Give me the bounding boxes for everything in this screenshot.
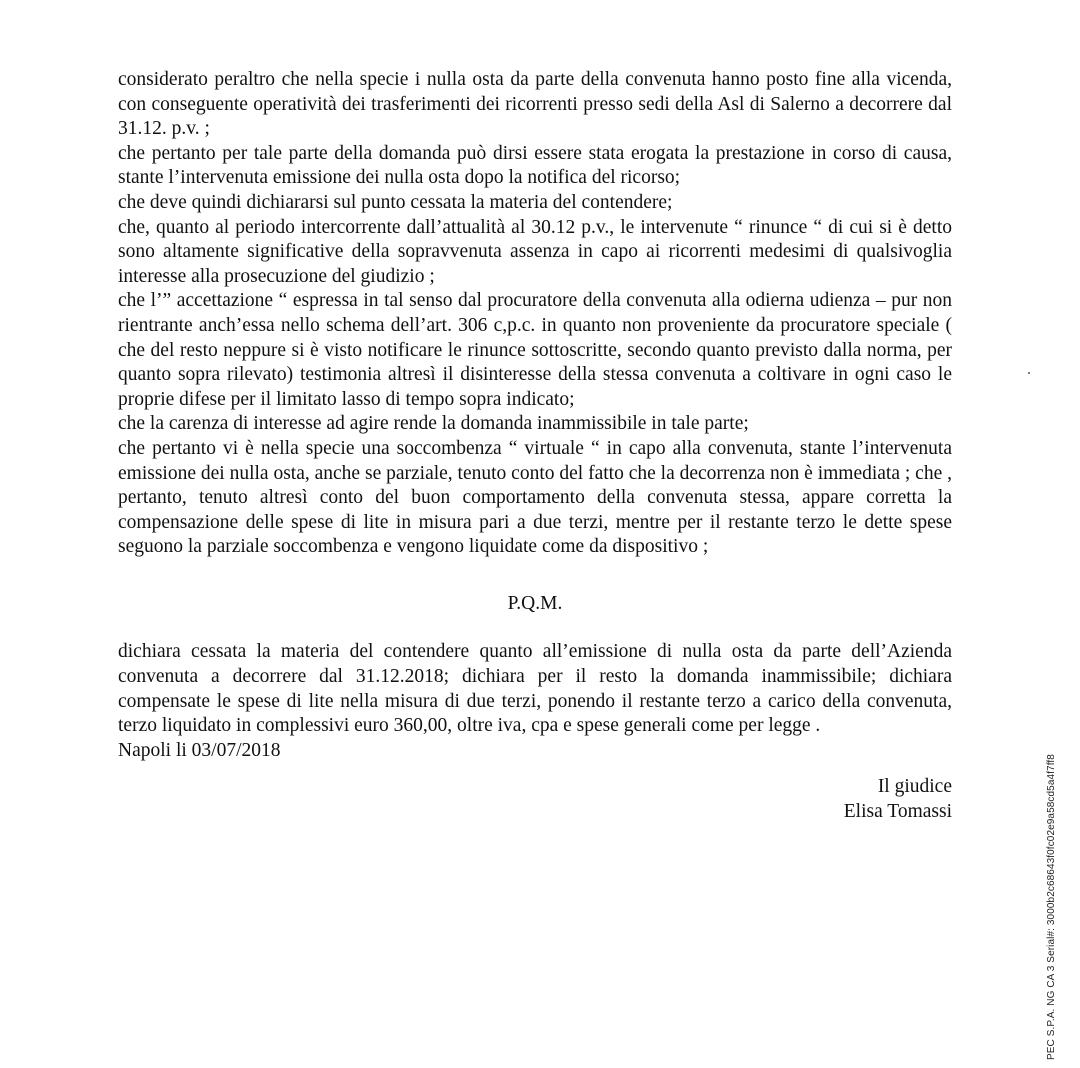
signature-name: Elisa Tomassi: [843, 801, 952, 823]
paragraph-cessata-materia: che deve quindi dichiararsi sul punto cessata la materia del contendere;: [118, 191, 673, 213]
pqm-heading: P.Q.M.: [507, 592, 563, 614]
document-body: [118, 68, 952, 560]
dispositivo-paragraph: dichiara cessata la materia del contendere quanto all’emissione di nulla osta da parte dell’Azienda convenuta a decorrere dal 31.12.2018; dichiara per il resto la domanda inammissibile; dichiara compensate le spese di lite nella misura di due terzi, ponendo il restante terzo a carico della convenuta, terzo liquidato in complessivi euro 360,00, oltre iva, cpa e spese generali come per legge .: [118, 641, 952, 737]
paragraph-carenza-interesse: che la carenza di interesse ad agire rende la domanda inammissibile in tale parte;: [118, 413, 749, 435]
place-date: Napoli li 03/07/2018: [118, 739, 281, 761]
signature-role: Il giudice: [877, 776, 952, 798]
signature-block: [118, 775, 952, 824]
paragraph-prestazione: che pertanto per tale parte della domanda può dirsi essere stata erogata la prestazione in corso di causa, stante l’intervenuta emissione dei nulla osta dopo la notifica del ricorso;: [118, 142, 952, 189]
paragraph-considerato: considerato peraltro che nella specie i nulla osta da parte della convenuta hanno posto fine alla vicenda, con conseguente operatività dei trasferimenti dei ricorrenti presso sedi della Asl di Salerno a decorrere dal 31.12. p.v. ;: [118, 69, 952, 140]
scan-speck: [1028, 372, 1030, 374]
paragraph-accettazione: che l’” accettazione “ espressa in tal senso dal procuratore della convenuta alla odierna udienza – pur non rientrante anch’essa nello schema dell’art. 306 c,p.c. in quanto non proveniente da procuratore speciale ( che del resto neppure si è visto notificare le rinunce sottoscritte, secondo quanto previsto dalla norma, per quanto sopra rilevato) testimonia altresì il disinteresse della stessa convenuta a coltivare in ogni caso le proprie difese per il limitato lasso di tempo sopra indicato;: [118, 290, 952, 410]
side-stamp: PEC S.P.A. NG CA 3 Serial#: 3000b2c68643f0fc02e9a58cd5a4f7ff8: [1046, 754, 1057, 1060]
paragraph-rinunce: che, quanto al periodo intercorrente dall’attualità al 30.12 p.v., le intervenute “ rinunce “ di cui si è detto sono altamente significative della sopravvenuta assenza in capo ai ricorrenti medesimi di qualsivoglia interesse alla prosecuzione del giudizio ;: [118, 216, 952, 287]
document-page: [118, 68, 952, 825]
paragraph-soccombenza: che pertanto vi è nella specie una soccombenza “ virtuale “ in capo alla convenuta, stante l’intervenuta emissione dei nulla osta, anche se parziale, tenuto conto del fatto che la decorrenza non è immediata ; che , pertanto, tenuto altresì conto del buon comportamento della convenuta stessa, appare corretta la compensazione delle spese di lite in misura pari a due terzi, mentre per il restante terzo le dette spese seguono la parziale soccombenza e vengono liquidate come da dispositivo ;: [118, 437, 952, 558]
